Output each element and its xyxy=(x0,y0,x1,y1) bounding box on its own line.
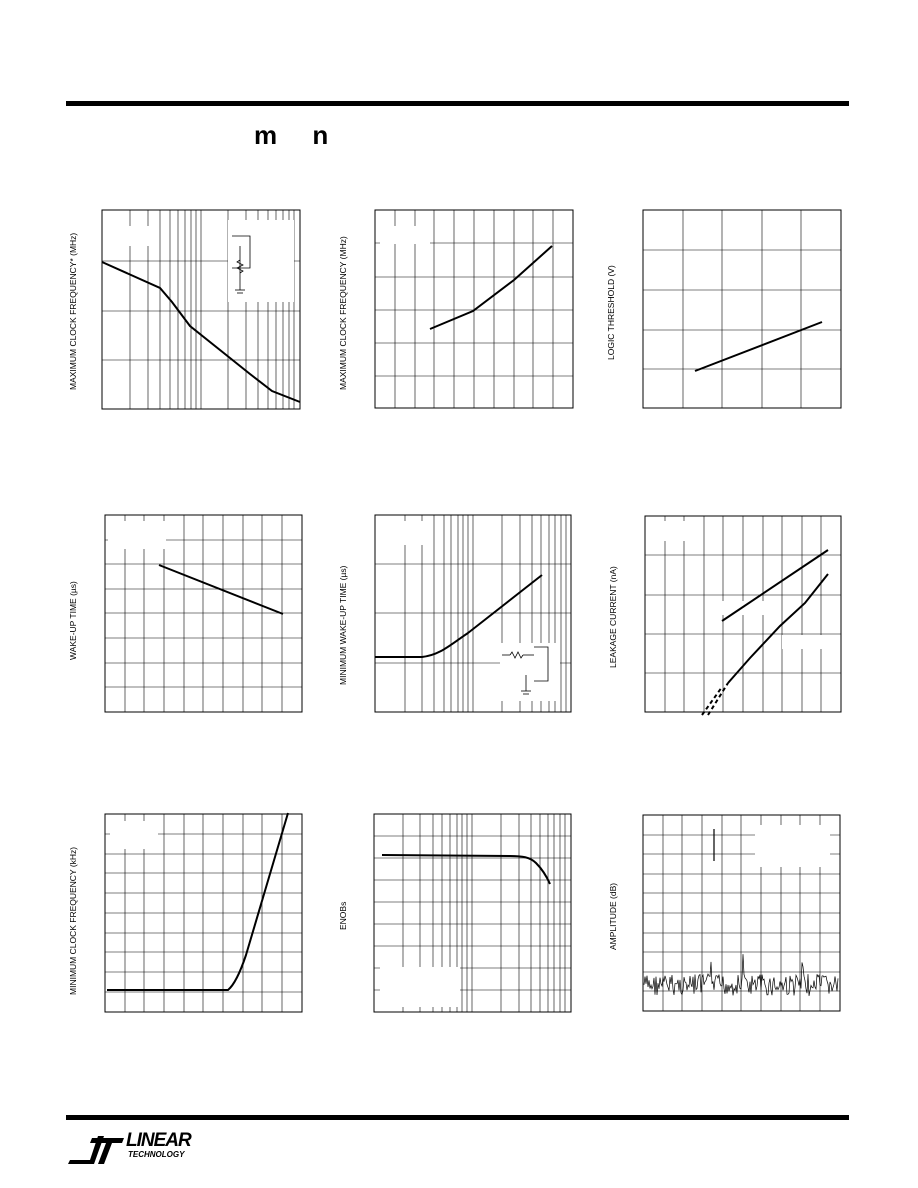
section-heading: m n xyxy=(254,120,343,150)
top-rule xyxy=(66,101,849,106)
plot-amplitude-spectrum xyxy=(600,795,850,1025)
bottom-rule xyxy=(66,1115,849,1120)
plot-logic-threshold xyxy=(600,190,850,420)
y-axis-label: LOGIC THRESHOLD (V) xyxy=(606,265,616,360)
y-axis-label: AMPLITUDE (dB) xyxy=(608,882,618,950)
plot-graph xyxy=(330,190,580,420)
plot-min-clock-frequency xyxy=(60,795,310,1025)
plot-graph xyxy=(600,795,850,1025)
plot-graph xyxy=(60,795,310,1025)
plot-graph xyxy=(600,495,850,725)
y-axis-label: MAXIMUM CLOCK FREQUENCY* (MHz) xyxy=(68,232,78,390)
logo-subtitle: TECHNOLOGY xyxy=(128,1150,185,1159)
plot-graph xyxy=(330,795,580,1025)
y-axis-label: WAKE-UP TIME (µs) xyxy=(68,581,78,660)
plot-leakage-current xyxy=(600,495,850,725)
logo-mark-icon xyxy=(68,1130,128,1166)
y-axis-label: LEAKAGE CURRENT (nA) xyxy=(608,566,618,668)
company-logo xyxy=(68,1130,198,1166)
y-axis-label: ENOBs xyxy=(338,901,348,930)
plot-wakeup-time xyxy=(60,495,310,725)
logo-wordmark: LINEAR xyxy=(126,1130,191,1151)
plot-graph xyxy=(330,495,580,725)
y-axis-label: MAXIMUM CLOCK FREQUENCY (MHz) xyxy=(338,236,348,390)
y-axis-label: MINIMUM CLOCK FREQUENCY (kHz) xyxy=(68,846,78,995)
plot-max-clock-vs-supply xyxy=(330,190,580,420)
plot-graph xyxy=(60,495,310,725)
plot-graph xyxy=(600,190,850,420)
y-axis-label: MINIMUM WAKE-UP TIME (µs) xyxy=(338,565,348,685)
plot-min-wakeup-time xyxy=(330,495,580,725)
plot-max-clock-vs-resistance xyxy=(60,190,310,420)
plot-enobs xyxy=(330,795,580,1025)
plot-graph xyxy=(60,190,310,420)
